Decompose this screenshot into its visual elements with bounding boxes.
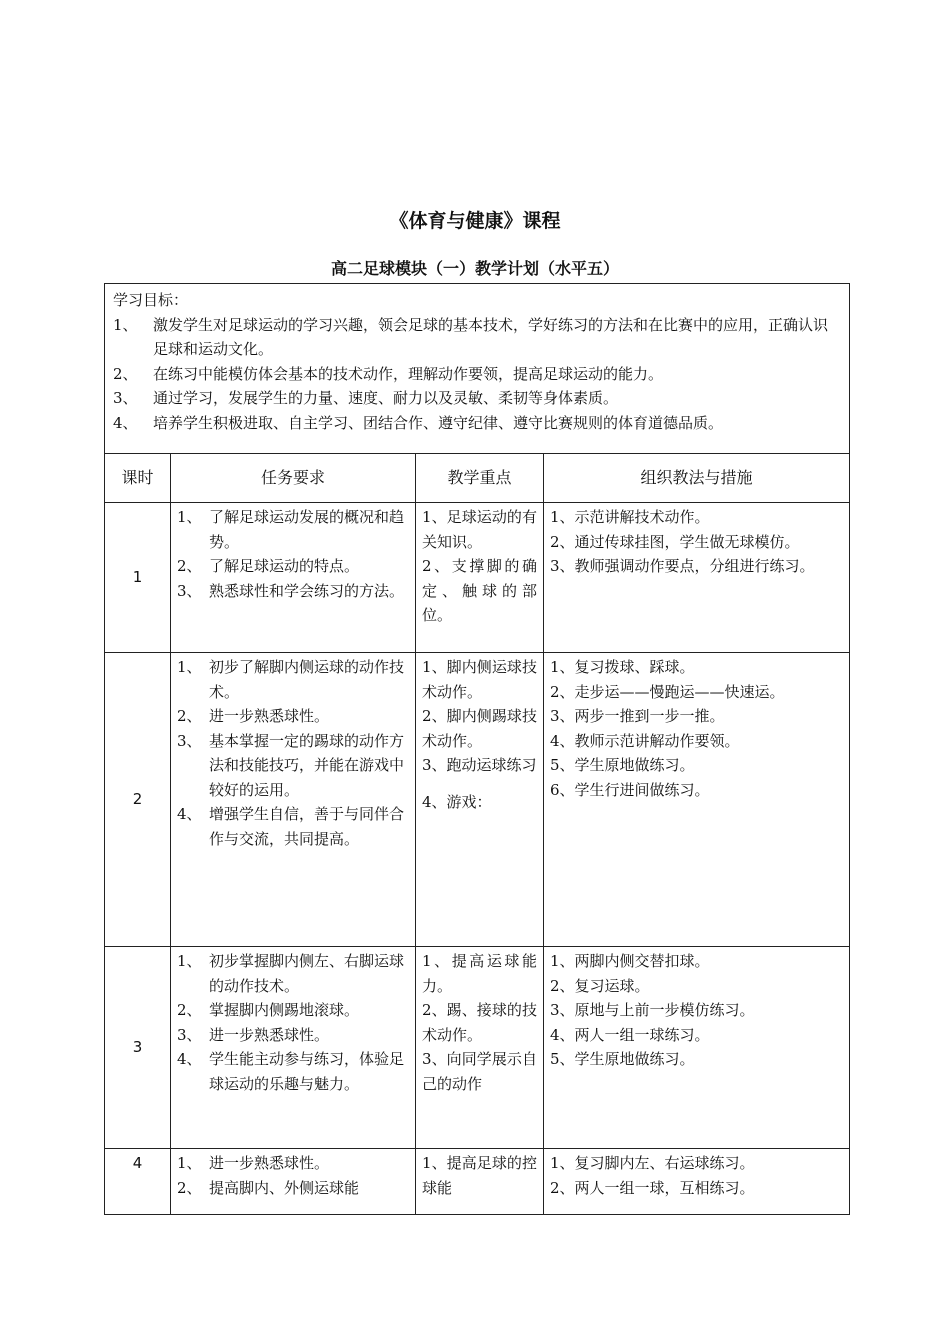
- task-text: 掌握脚内侧踢地滚球。: [209, 1001, 360, 1019]
- task-number: 2、: [177, 1001, 202, 1019]
- focus-item: 2、支撑脚的确定、触球的部位。: [422, 557, 537, 624]
- goal-item: [113, 313, 841, 362]
- focus-item: 1、脚内侧运球技术动作。: [422, 658, 537, 701]
- task-cell: [171, 947, 416, 1149]
- task-text: 增强学生自信，善于与同伴合作与交流，共同提高。: [209, 805, 405, 848]
- task-text: 初步了解脚内侧运球的动作技术。: [209, 658, 405, 701]
- lesson-number: 4: [105, 1149, 171, 1215]
- column-header-tasks: 任务要求: [171, 454, 416, 503]
- goal-item: [113, 362, 841, 387]
- method-cell: [544, 653, 850, 947]
- method-item: 4、教师示范讲解动作要领。: [550, 731, 740, 750]
- spacer: [422, 778, 537, 790]
- method-item: 5、学生原地做练习。: [550, 1050, 695, 1068]
- task-item: [177, 1023, 409, 1048]
- task-cell: [171, 653, 416, 947]
- method-item: 2、复习运球。: [550, 976, 650, 995]
- task-number: 4、: [177, 805, 202, 823]
- method-item: 2、通过传球挂图，学生做无球模仿。: [550, 532, 800, 551]
- task-number: 1、: [177, 952, 202, 970]
- focus-item: 1、提高足球的控球能: [422, 1154, 537, 1197]
- task-text: 了解足球运动发展的概况和趋势。: [209, 508, 405, 551]
- method-cell: [544, 503, 850, 653]
- task-item: [177, 802, 409, 851]
- task-number: 3、: [177, 581, 202, 600]
- table-header-row: [105, 454, 850, 503]
- focus-cell: [416, 503, 544, 653]
- task-text: 学生能主动参与练习，体验足球运动的乐趣与魅力。: [209, 1050, 405, 1093]
- task-cell: [171, 503, 416, 653]
- task-number: 1、: [177, 1154, 202, 1172]
- method-item: 1、复习拨球、踩球。: [550, 658, 695, 676]
- task-item: [177, 505, 409, 554]
- task-text: 熟悉球性和学会练习的方法。: [209, 581, 405, 600]
- task-item: [177, 1047, 409, 1096]
- focus-item: 1、提高运球能力。: [422, 952, 537, 995]
- task-item: [177, 1176, 409, 1201]
- focus-item: 3、向同学展示自己的动作: [422, 1050, 537, 1093]
- method-item: 3、两步一推到一步一推。: [550, 707, 725, 725]
- task-number: 2、: [177, 1178, 202, 1197]
- table-row: [105, 503, 850, 653]
- task-item: [177, 998, 409, 1023]
- method-item: 2、两人一组一球，互相练习。: [550, 1178, 755, 1197]
- task-text: 进一步熟悉球性。: [209, 707, 330, 725]
- task-number: 4、: [177, 1050, 202, 1068]
- task-text: 基本掌握一定的踢球的动作方法和技能技巧，并能在游戏中较好的运用。: [209, 731, 405, 799]
- task-number: 2、: [177, 707, 202, 725]
- task-item: [177, 949, 409, 998]
- task-text: 提高脚内、外侧运球能: [209, 1178, 360, 1197]
- lesson-number: 1: [105, 503, 171, 653]
- goal-text: 在练习中能模仿体会基本的技术动作，理解动作要领，提高足球运动的能力。: [153, 364, 664, 383]
- task-cell: [171, 1149, 416, 1215]
- task-text: 进一步熟悉球性。: [209, 1154, 330, 1172]
- document-subtitle: 高二足球模块（一）教学计划（水平五）: [330, 259, 619, 278]
- column-header-focus: 教学重点: [416, 454, 544, 503]
- focus-item: 2、脚内侧踢球技术动作。: [422, 707, 537, 750]
- method-cell: [544, 947, 850, 1149]
- teaching-plan-table: [104, 283, 850, 1215]
- column-header-lesson: 课时: [105, 454, 171, 503]
- task-number: 1、: [177, 658, 202, 676]
- focus-cell: [416, 1149, 544, 1215]
- method-item: 1、两脚内侧交替扣球。: [550, 952, 710, 970]
- goal-item: [113, 386, 841, 411]
- method-item: 1、示范讲解技术动作。: [550, 508, 710, 526]
- task-item: [177, 579, 409, 604]
- task-item: [177, 655, 409, 704]
- task-text: 进一步熟悉球性。: [209, 1025, 330, 1044]
- task-number: 3、: [177, 731, 202, 750]
- task-item: [177, 729, 409, 803]
- focus-cell: [416, 947, 544, 1149]
- method-item: 3、教师强调动作要点，分组进行练习。: [550, 557, 815, 575]
- document-title: 《体育与健康》课程: [389, 210, 561, 232]
- task-text: 初步掌握脚内侧左、右脚运球的动作技术。: [209, 952, 405, 995]
- goal-number: 3、: [113, 389, 138, 407]
- goal-text: 通过学习，发展学生的力量、速度、耐力以及灵敏、柔韧等身体素质。: [153, 389, 619, 407]
- method-item: 2、走步运——慢跑运——快速运。: [550, 682, 785, 701]
- task-item: [177, 554, 409, 579]
- goal-number: 1、: [113, 315, 138, 334]
- method-cell: [544, 1149, 850, 1215]
- learning-goals-heading: 学习目标：: [113, 291, 189, 309]
- task-number: 2、: [177, 557, 202, 575]
- table-row: [105, 1149, 850, 1215]
- method-item: 1、复习脚内左、右运球练习。: [550, 1154, 755, 1172]
- goal-item: [113, 411, 841, 436]
- task-item: [177, 1151, 409, 1176]
- learning-goals-cell: [105, 284, 850, 454]
- column-header-methods: 组织教法与措施: [544, 454, 850, 503]
- focus-item: 2、踢、接球的技术动作。: [422, 1001, 537, 1044]
- task-number: 3、: [177, 1025, 202, 1044]
- lesson-number: 2: [105, 653, 171, 947]
- focus-item: 4、游戏：: [422, 792, 492, 811]
- focus-item: 1、足球运动的有关知识。: [422, 508, 537, 551]
- table-row: [105, 653, 850, 947]
- table-row: [105, 947, 850, 1149]
- task-number: 1、: [177, 508, 202, 526]
- task-item: [177, 704, 409, 729]
- focus-item: 3、跑动运球练习: [422, 756, 537, 774]
- method-item: 4、两人一组一球练习。: [550, 1025, 710, 1044]
- method-item: 3、原地与上前一步模仿练习。: [550, 1001, 755, 1019]
- task-text: 了解足球运动的特点。: [209, 557, 360, 575]
- goal-number: 4、: [113, 413, 138, 432]
- lesson-number: 3: [105, 947, 171, 1149]
- method-item: 5、学生原地做练习。: [550, 756, 695, 774]
- goal-text: 激发学生对足球运动的学习兴趣，领会足球的基本技术，学好练习的方法和在比赛中的应用，正确认识足球和运动文化。: [153, 315, 829, 358]
- goal-number: 2、: [113, 364, 138, 383]
- focus-cell: [416, 653, 544, 947]
- goal-text: 培养学生积极进取、自主学习、团结合作、遵守纪律、遵守比赛规则的体育道德品质。: [153, 413, 724, 432]
- method-item: 6、学生行进间做练习。: [550, 780, 710, 799]
